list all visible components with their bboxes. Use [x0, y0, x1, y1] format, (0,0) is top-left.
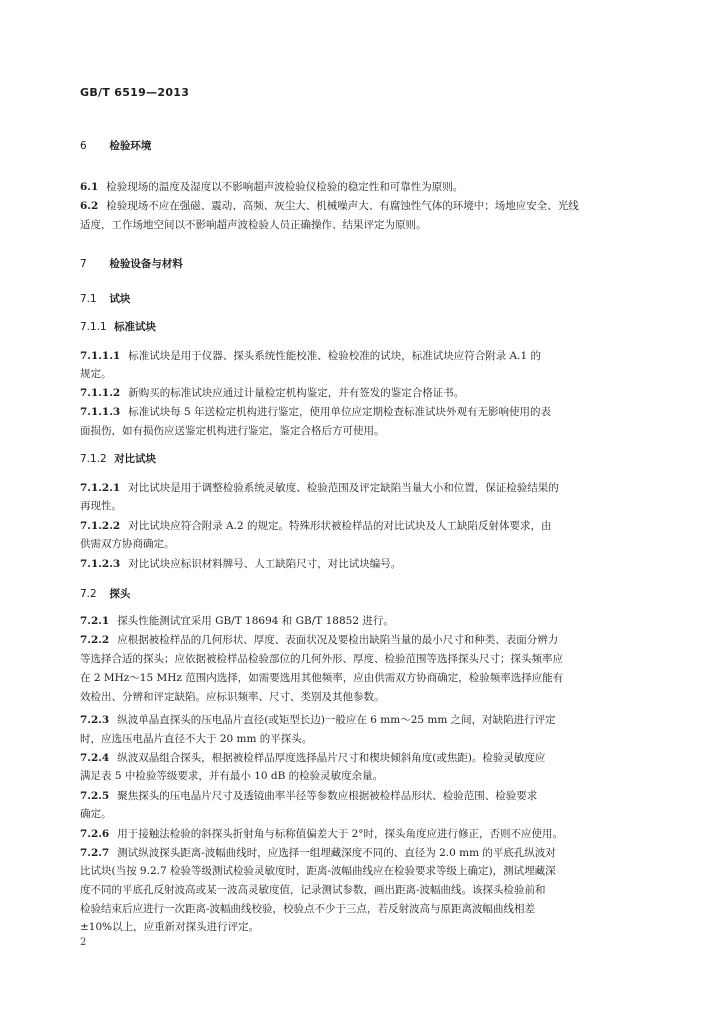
clause-text: 用于接触法检验的斜探头折射角与标称值偏差大于 2°时，探头角度应进行修正，否则不应使用。 [117, 828, 564, 840]
clause-text-line: 度不同的平底孔反射波高或某一波高灵敏度值，记录测试参数，画出距离-波幅曲线。该探头检验前和 [80, 884, 546, 896]
section-7-2-heading [80, 587, 130, 601]
clause-text-line: 规定。 [80, 368, 112, 380]
section-7-heading [80, 257, 183, 271]
section-title: 检验环境 [109, 140, 152, 152]
clause-text-line: ±10%以上，应重新对探头进行评定。 [80, 921, 260, 933]
clause-6-2 [80, 199, 632, 213]
clause-number: 7.1.1.2 [80, 387, 121, 399]
clause-7-2-5 [80, 789, 632, 803]
clause-text: 应根据被检样品的几何形状、厚度、表面状况及要检出缺陷当量的最小尺寸和种类、表面分辨力 [117, 634, 559, 646]
standard-id-header: GB/T 6519—2013 [80, 86, 190, 99]
section-number: 7.1.2 [80, 453, 107, 465]
clause-text: 探头性能测试宜采用 GB/T 18694 和 GB/T 18852 进行。 [117, 615, 394, 627]
clause-7-1-1-1 [80, 349, 632, 363]
clause-7-2-3 [80, 713, 632, 727]
section-7-1-heading [80, 292, 130, 306]
clause-7-1-1-3 [80, 405, 632, 419]
clause-7-2-2 [80, 633, 632, 647]
clause-text-line: 在 2 MHz～15 MHz 范围内选择，如需要选用其他频率，应由供需双方协商确定，检验频率选择应能有 [80, 672, 564, 684]
section-number: 7.1 [80, 293, 97, 305]
clause-text-line: 再现性。 [80, 500, 122, 512]
clause-number: 7.1.1.1 [80, 350, 121, 362]
clause-text-line: 比试块(当按 9.2.7 检验等级测试检验灵敏度时，距离-波幅曲线应在检验要求等级上确定)，测试埋藏深 [80, 865, 556, 877]
clause-number: 7.2.5 [80, 790, 110, 802]
section-title: 标准试块 [114, 321, 157, 333]
section-7-1-2-heading [80, 452, 156, 466]
section-title: 检验设备与材料 [109, 258, 183, 270]
clause-number: 7.2.2 [80, 634, 110, 646]
clause-text-line: 时，应选压电晶片直径不大于 20 mm 的平探头。 [80, 733, 313, 745]
clause-text: 聚焦探头的压电晶片尺寸及透镜曲率半径等参数应根据被检样品形状、检验范围、检验要求 [117, 790, 538, 802]
clause-text-line: 供需双方协商确定。 [80, 538, 175, 550]
section-6-heading [80, 139, 151, 153]
clause-number: 7.1.2.3 [80, 558, 121, 570]
clause-number: 7.2.4 [80, 752, 110, 764]
section-title: 探头 [109, 588, 131, 600]
clause-text: 纵波双晶组合探头，根据被检样品厚度选择晶片尺寸和楔块倾斜角度(或焦距)。检验灵敏度应 [117, 752, 546, 764]
clause-text: 测试纵波探头距离-波幅曲线时，应选择一组埋藏深度不同的、直径为 2.0 mm 的平底孔纵波对 [117, 847, 556, 859]
clause-text-line: 确定。 [80, 808, 112, 820]
page-number: 2 [80, 937, 87, 948]
clause-text-line: 检验结束后应进行一次距离-波幅曲线校验，校验点不少于三点，若反射波高与原距离波幅曲线相差 [80, 903, 536, 915]
clause-number: 7.2.3 [80, 714, 110, 726]
section-number: 7.2 [80, 588, 97, 600]
clause-text-line: 满足表 5 中检验等级要求，并有最小 10 dB 的检验灵敏度余量。 [80, 770, 384, 782]
section-title: 对比试块 [114, 453, 157, 465]
clause-text: 检验现场的温度及湿度以不影响超声波检验仪检验的稳定性和可靠性为原则。 [106, 181, 464, 193]
clause-7-2-6 [80, 827, 632, 841]
clause-text: 对比试块应标识材料牌号、人工缺陷尺寸，对比试块编号。 [128, 558, 402, 570]
clause-number: 7.1.1.3 [80, 406, 121, 418]
clause-7-2-1 [80, 614, 632, 628]
clause-text-line: 面损伤，如有损伤应送鉴定机构进行鉴定，鉴定合格后方可使用。 [80, 425, 385, 437]
clause-text: 对比试块是用于调整检验系统灵敏度、检验范围及评定缺陷当量大小和位置，保证检验结果的 [128, 482, 559, 494]
section-number: 7 [80, 258, 87, 270]
clause-7-2-4 [80, 751, 632, 765]
clause-6-1 [80, 180, 632, 194]
clause-7-1-1-2 [80, 386, 632, 400]
clause-number: 6.1 [80, 181, 99, 193]
clause-text: 标准试块是用于仪器、探头系统性能校准、检验校准的试块，标准试块应符合附录 A.1 的 [128, 350, 541, 362]
clause-text: 新购买的标准试块应通过计量检定机构鉴定，并有签发的鉴定合格证书。 [128, 387, 465, 399]
clause-text: 标准试块每 5 年送检定机构进行鉴定，使用单位应定期检查标准试块外观有无影响使用的表 [128, 406, 552, 418]
section-number: 6 [80, 140, 87, 152]
clause-number: 7.1.2.1 [80, 482, 121, 494]
clause-7-1-2-1 [80, 481, 632, 495]
clause-number: 7.2.6 [80, 828, 110, 840]
clause-text-line: 适度，工作场地空间以不影响超声波检验人员正确操作、结果评定为原则。 [80, 219, 427, 231]
clause-text: 检验现场不应在强磁、震动、高频、灰尘大、机械噪声大、有腐蚀性气体的环境中；场地应安全、光线 [106, 200, 579, 212]
section-title: 试块 [109, 293, 131, 305]
clause-number: 7.2.1 [80, 615, 110, 627]
clause-7-1-2-2 [80, 519, 632, 533]
clause-7-1-2-3 [80, 557, 632, 571]
clause-text: 纵波单晶直探头的压电晶片直径(或矩型长边)一般应在 6 mm～25 mm 之间，对缺陷进行评定 [117, 714, 556, 726]
clause-number: 7.1.2.2 [80, 520, 121, 532]
clause-7-2-7 [80, 846, 632, 860]
clause-text-line: 效检出、分辨和评定缺陷。应标识频率、尺寸、类别及其他参数。 [80, 691, 385, 703]
clause-number: 6.2 [80, 200, 99, 212]
clause-text-line: 等选择合适的探头；应依据被检样品检验部位的几何外形、厚度、检验范围等选择探头尺寸；探头频率应 [80, 653, 563, 665]
section-number: 7.1.1 [80, 321, 107, 333]
clause-text: 对比试块应符合附录 A.2 的规定。特殊形状被检样品的对比试块及人工缺陷反射体要求，由 [128, 520, 552, 532]
section-7-1-1-heading [80, 320, 156, 334]
clause-number: 7.2.7 [80, 847, 110, 859]
